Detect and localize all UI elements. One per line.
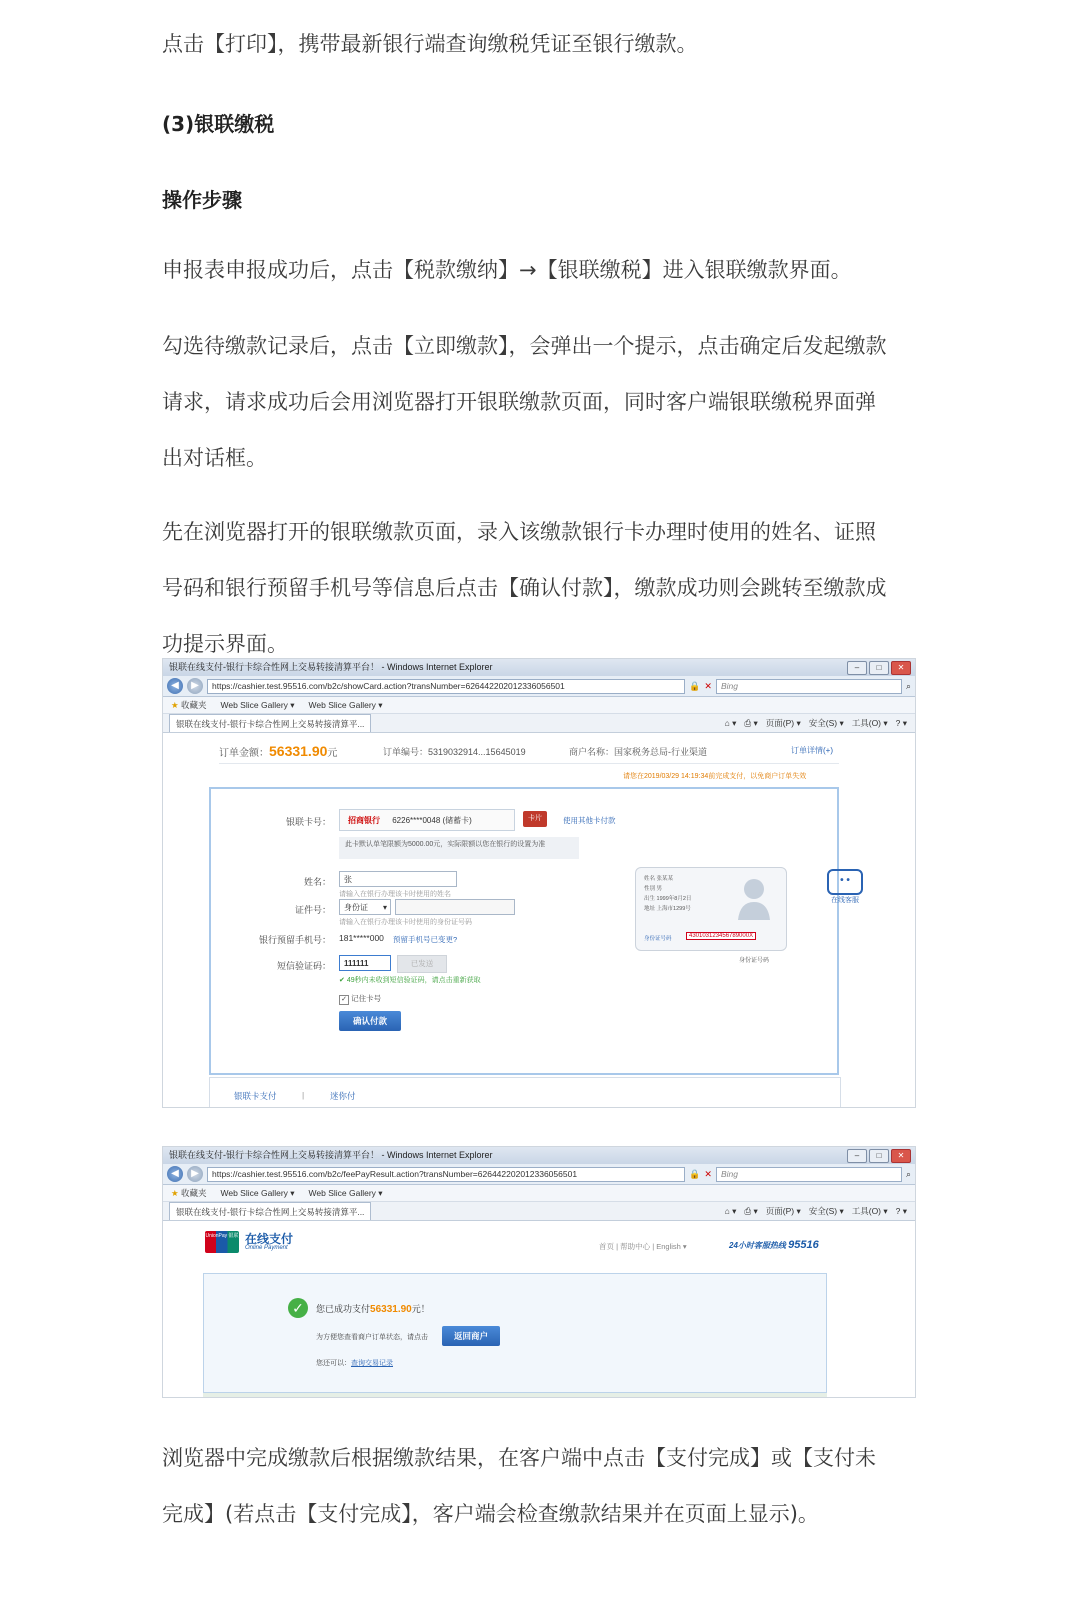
favorites-bar: [163, 1185, 915, 1202]
paragraph-enter-unionpay: 申报表申报成功后，点击【税款缴纳】→【银联缴税】进入银联缴款界面。: [162, 258, 852, 282]
tab-bar: [163, 1202, 915, 1221]
favorites-star-icon[interactable]: ★ 收藏夹: [171, 700, 207, 710]
search-input[interactable]: Bing: [716, 679, 902, 694]
return-note: 为方便您查看商户订单状态，请点击: [316, 1334, 428, 1341]
deadline-note: 请您在2019/03/29 14:19:34前完成支付，以免商户订单失效: [623, 773, 807, 780]
tab-separator: |: [302, 1090, 305, 1100]
menu-tools[interactable]: 工具(O) ▾: [851, 718, 888, 728]
idcard-number: 430103123456789000X: [686, 932, 756, 940]
success-check-icon: ✓: [288, 1298, 308, 1318]
address-bar: [163, 676, 915, 697]
logo-text: 在线支付: [245, 1232, 294, 1246]
chevron-down-icon: ▾: [382, 903, 387, 912]
print-icon[interactable]: ⎙ ▾: [744, 718, 758, 728]
tab-unionpay-card[interactable]: 银联卡支付: [234, 1091, 277, 1101]
maximize-button[interactable]: □: [869, 1149, 889, 1163]
id-hint: 请输入在银行办理该卡时使用的身份证号码: [339, 919, 472, 926]
idcard-number-label: 身份证号码: [644, 936, 672, 942]
payment-form: [209, 787, 839, 1075]
forward-icon[interactable]: ▶: [187, 1166, 203, 1182]
search-input[interactable]: Bing: [716, 1167, 902, 1182]
menu-tools[interactable]: 工具(O) ▾: [851, 1206, 888, 1216]
steps-heading: 操作步骤: [162, 188, 242, 212]
id-label: 证件号：: [294, 905, 331, 915]
search-icon[interactable]: ⌕: [905, 1168, 911, 1179]
payment-method-tabs: [209, 1077, 841, 1108]
menu-page[interactable]: 页面(P) ▾: [765, 1206, 801, 1216]
home-icon[interactable]: ⌂ ▾: [724, 718, 737, 728]
web-slice-gallery-1[interactable]: Web Slice Gallery ▾: [220, 1188, 295, 1198]
minimize-button[interactable]: –: [847, 1149, 867, 1163]
paragraph-completion: 浏览器中完成缴款后根据缴款结果，在客户端中点击【支付完成】或【支付未完成】(若点击【支付完成】，客户端会检查缴款结果并在页面上显示)。: [162, 1446, 876, 1526]
sms-code-input[interactable]: 111111: [339, 955, 391, 971]
window-titlebar: [163, 1147, 915, 1164]
check-circle-icon: ✔: [339, 977, 347, 984]
forward-icon[interactable]: ▶: [187, 678, 203, 694]
close-button[interactable]: ✕: [891, 1149, 911, 1163]
bank-logo: 招商银行: [348, 816, 380, 825]
success-message: 您已成功支付56331.90元！: [316, 1304, 430, 1315]
help-icon[interactable]: ? ▾: [895, 718, 907, 728]
minimize-button[interactable]: –: [847, 661, 867, 675]
id-card-illustration: [635, 867, 787, 951]
person-silhouette-icon: [736, 876, 772, 920]
favorites-star-icon[interactable]: ★ 收藏夹: [171, 1188, 207, 1198]
card-number: 6226****0048 (储蓄卡): [392, 816, 472, 825]
browser-tab[interactable]: 银联在线支付-银行卡综合性网上交易转接清算平...: [169, 1202, 371, 1220]
paragraph-select-records: 勾选待缴款记录后，点击【立即缴款】，会弹出一个提示，点击确定后发起缴款请求，请求成功后会用浏览器打开银联缴款页面，同时客户端银联缴税界面弹出对话框。: [162, 334, 887, 470]
header-nav-links[interactable]: 首页 | 帮助中心 | English ▾: [599, 1242, 687, 1251]
name-hint: 请输入在银行办理该卡时使用的姓名: [339, 891, 451, 898]
web-slice-gallery-2[interactable]: Web Slice Gallery ▾: [308, 700, 383, 710]
idcard-address: 地址 上海市1299号: [644, 906, 691, 912]
back-icon[interactable]: ◀: [167, 1166, 183, 1182]
unionpay-badge: UnionPay 银联: [205, 1231, 239, 1253]
print-icon[interactable]: ⎙ ▾: [744, 1206, 758, 1216]
home-icon[interactable]: ⌂ ▾: [724, 1206, 737, 1216]
idcard-birth: 出生 1999年8月2日: [644, 896, 692, 902]
paragraph-browser-entry: 先在浏览器打开的银联缴款页面，录入该缴款银行卡办理时使用的姓名、证照号码和银行预留手机号等信息后点击【确认付款】，缴款成功则会跳转至缴款成功提示界面。: [162, 520, 887, 656]
paragraph-print-instruction: 点击【打印】，携带最新银行端查询缴税凭证至银行缴款。: [162, 32, 698, 56]
menu-safety[interactable]: 安全(S) ▾: [808, 1206, 844, 1216]
order-amount: 订单金额：56331.90元: [219, 743, 338, 759]
order-number: 订单编号：5319032914...15645019: [383, 747, 526, 757]
confirm-payment-button[interactable]: 确认付款: [339, 1011, 401, 1031]
sms-label: 短信验证码：: [276, 961, 331, 971]
success-panel: [203, 1273, 827, 1393]
url-input[interactable]: https://cashier.test.95516.com/b2c/feePayResult.action?transNumber=626442202012336056501: [207, 1167, 685, 1182]
resend-button[interactable]: 已发送: [397, 955, 447, 973]
order-detail-link[interactable]: 订单详情(+): [791, 746, 833, 755]
close-button[interactable]: ✕: [891, 661, 911, 675]
search-icon[interactable]: ⌕: [905, 680, 911, 691]
address-bar: [163, 1164, 915, 1185]
other-card-link[interactable]: 使用其他卡付款: [563, 816, 616, 825]
name-label: 姓名：: [303, 877, 331, 887]
transaction-history-link[interactable]: 查询交易记录: [351, 1360, 393, 1367]
logo-subtext: Online Payment: [245, 1245, 288, 1251]
tab-mini-pay[interactable]: 迷你付: [330, 1091, 356, 1101]
bank-card-display: [339, 809, 515, 831]
menu-safety[interactable]: 安全(S) ▾: [808, 718, 844, 728]
phone-changed-link[interactable]: 预留手机号已变更?: [393, 935, 458, 944]
url-input[interactable]: https://cashier.test.95516.com/b2c/showCard.action?transNumber=626442202012336056501: [207, 679, 685, 694]
checkbox-icon[interactable]: ✓: [339, 995, 349, 1005]
window-titlebar: [163, 659, 915, 676]
stop-icon[interactable]: ✕: [704, 1168, 712, 1179]
merchant-name: 商户名称：国家税务总局-行业渠道: [569, 747, 707, 757]
unionpay-logo: [205, 1231, 293, 1253]
idcard-name: 姓名 张某某: [644, 876, 674, 882]
chat-icon[interactable]: • •: [827, 869, 863, 895]
id-number-input[interactable]: [395, 899, 515, 915]
maximize-button[interactable]: □: [869, 661, 889, 675]
screenshot-card-payment: [162, 658, 916, 1108]
remember-card-checkbox[interactable]: ✓ 记住卡号: [339, 993, 381, 1005]
page-content: [163, 733, 915, 1108]
divider: [219, 763, 839, 764]
phone-label: 银行预留手机号：: [258, 935, 331, 945]
also-can: 您还可以：查询交易记录: [316, 1360, 393, 1367]
idcard-caption: 身份证号码: [739, 958, 770, 964]
section-heading: (3)银联缴税: [162, 112, 275, 136]
sms-status: ✔ 49秒内未收到短信验证码，请点击重新获取: [339, 977, 481, 984]
id-type-select[interactable]: 身份证 ▾: [339, 899, 391, 915]
back-icon[interactable]: ◀: [167, 678, 183, 694]
phone-value: 181*****000: [339, 933, 384, 943]
online-service[interactable]: • • 在线客服: [825, 869, 865, 905]
lock-icon: 🔒: [689, 680, 701, 691]
idcard-gender: 性别 男: [644, 886, 663, 892]
browser-tab[interactable]: 银联在线支付-银行卡综合性网上交易转接清算平...: [169, 714, 371, 732]
favorites-bar: [163, 697, 915, 714]
window-title: 银联在线支付-银行卡综合性网上交易转接清算平台！ - Windows Internet Explorer: [169, 662, 493, 672]
return-merchant-button[interactable]: 返回商户: [442, 1326, 500, 1346]
screenshot-payment-success: [162, 1146, 916, 1398]
card-label: 银联卡号：: [285, 817, 331, 827]
menu-page[interactable]: 页面(P) ▾: [765, 718, 801, 728]
window-title: 银联在线支付-银行卡综合性网上交易转接清算平台！ - Windows Internet Explorer: [169, 1150, 493, 1160]
lock-icon: 🔒: [689, 1168, 701, 1179]
tab-bar: [163, 714, 915, 733]
limit-note: 此卡默认单笔限额为5000.00元，实际限额以您在银行的设置为准: [339, 837, 579, 859]
web-slice-gallery-1[interactable]: Web Slice Gallery ▾: [220, 700, 295, 710]
stop-icon[interactable]: ✕: [704, 680, 712, 691]
card-tag: 卡片: [523, 811, 547, 827]
page-content: [163, 1221, 915, 1398]
panel-footer-bar: [203, 1393, 827, 1398]
hotline: 24小时客服热线 95516: [729, 1239, 819, 1251]
help-icon[interactable]: ? ▾: [895, 1206, 907, 1216]
web-slice-gallery-2[interactable]: Web Slice Gallery ▾: [308, 1188, 383, 1198]
name-input[interactable]: 张: [339, 871, 457, 887]
